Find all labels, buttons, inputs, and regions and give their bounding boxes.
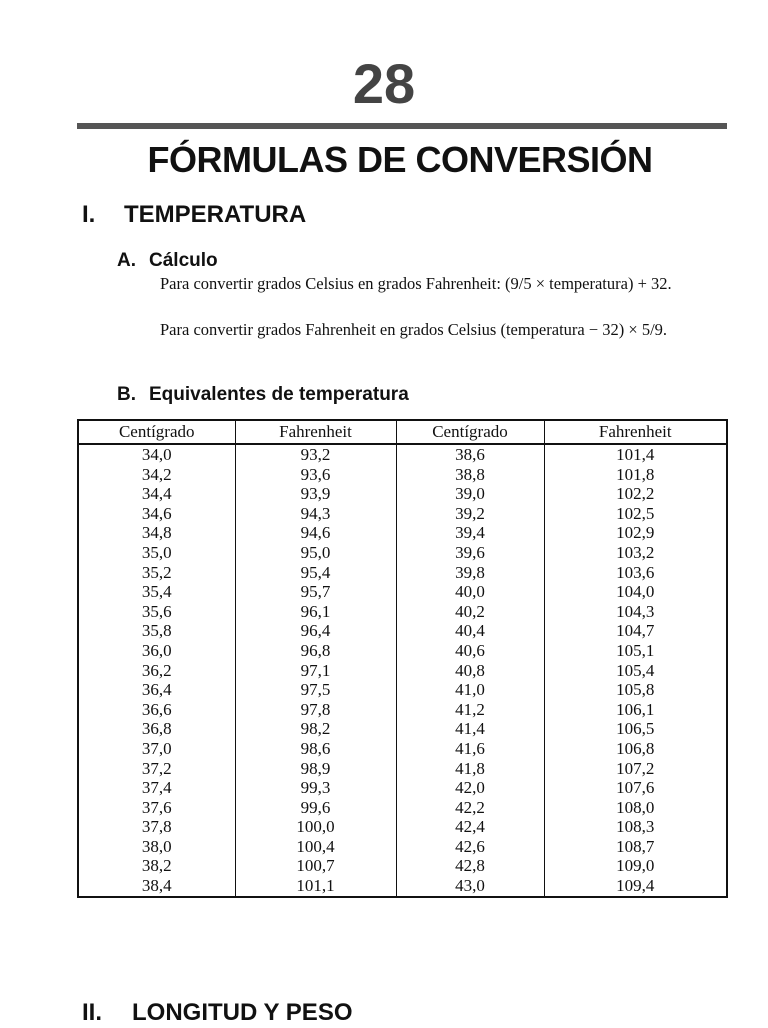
table-cell: 40,4	[396, 621, 544, 641]
temperature-equivalents-table	[77, 419, 728, 898]
chapter-title: FÓRMULAS DE CONVERSIÓN	[147, 139, 653, 180]
table-cell: 102,2	[544, 484, 727, 504]
table-cell: 36,6	[141, 699, 172, 719]
table-cell: 109,0	[544, 856, 727, 876]
table-cell: 95,7	[235, 582, 396, 602]
table-cell: 101,4	[544, 444, 727, 465]
table-row	[78, 661, 727, 681]
table-row	[78, 739, 727, 759]
celsius-to-fahrenheit-formula: Para convertir grados Celsius en grados Fahrenheit: (9/5 × temperatura) + 32.	[160, 274, 672, 293]
table-cell: 94,6	[235, 523, 396, 543]
table-cell: 41,6	[396, 739, 544, 759]
table-cell: 103,2	[544, 543, 727, 563]
table-row	[78, 700, 727, 720]
table-row	[78, 523, 727, 543]
table-body	[78, 444, 727, 897]
table-cell: 105,1	[544, 641, 727, 661]
table-cell: 37,0	[141, 738, 172, 758]
table-cell: 35,6	[141, 601, 172, 621]
table-cell: 34,8	[141, 523, 172, 543]
chapter-rule	[77, 123, 727, 129]
table-row	[78, 837, 727, 857]
section-title: LONGITUD Y PESO	[132, 999, 353, 1026]
table-cell: 106,5	[544, 719, 727, 739]
table-cell: 96,1	[235, 602, 396, 622]
table-cell: 108,7	[544, 837, 727, 857]
column-header-fahrenheit: Fahrenheit	[544, 420, 727, 444]
table-cell: 98,2	[235, 719, 396, 739]
table-cell: 36,2	[141, 660, 172, 680]
table-row	[78, 856, 727, 876]
table-cell: 101,1	[235, 876, 396, 897]
subsection-calculo-heading	[117, 249, 218, 273]
table-cell: 93,6	[235, 465, 396, 485]
table-cell: 97,5	[235, 680, 396, 700]
table-cell: 37,4	[141, 778, 172, 798]
table-cell: 42,4	[396, 817, 544, 837]
subsection-title: Equivalentes de temperatura	[149, 384, 409, 405]
table-row	[78, 582, 727, 602]
table-cell: 35,4	[141, 582, 172, 602]
table-cell: 38,0	[141, 836, 172, 856]
table-cell: 99,6	[235, 798, 396, 818]
table-cell: 37,2	[141, 758, 172, 778]
table-row	[78, 719, 727, 739]
table-cell: 96,8	[235, 641, 396, 661]
table-row	[78, 798, 727, 818]
table-cell: 104,0	[544, 582, 727, 602]
table-cell: 35,8	[141, 621, 172, 641]
table-cell: 39,8	[396, 563, 544, 583]
table-cell: 93,9	[235, 484, 396, 504]
table-row	[78, 563, 727, 583]
fahrenheit-to-celsius-formula: Para convertir grados Fahrenheit en grados Celsius (temperatura − 32) × 5/9.	[160, 320, 668, 339]
table-cell: 101,8	[544, 465, 727, 485]
table-cell: 42,0	[396, 778, 544, 798]
table-row	[78, 680, 727, 700]
table-cell: 106,8	[544, 739, 727, 759]
table-row	[78, 543, 727, 563]
table-cell: 36,0	[141, 640, 172, 660]
table-header-row	[78, 420, 727, 444]
table-cell: 42,6	[396, 837, 544, 857]
table-cell: 94,3	[235, 504, 396, 524]
table-cell: 95,0	[235, 543, 396, 563]
table-cell: 42,8	[396, 856, 544, 876]
table-cell: 108,3	[544, 817, 727, 837]
table-cell: 97,1	[235, 661, 396, 681]
table-cell: 102,5	[544, 504, 727, 524]
column-header-centigrado: Centígrado	[396, 420, 544, 444]
table-row	[78, 484, 727, 504]
table-cell: 96,4	[235, 621, 396, 641]
table-row	[78, 876, 727, 897]
table-cell: 97,8	[235, 700, 396, 720]
table-cell: 41,4	[396, 719, 544, 739]
table-cell: 39,4	[396, 523, 544, 543]
table-cell: 93,2	[235, 444, 396, 465]
table-cell: 38,4	[78, 876, 235, 897]
table-cell: 100,4	[235, 837, 396, 857]
table-cell: 41,0	[396, 680, 544, 700]
table-cell: 35,2	[141, 562, 172, 582]
table-cell: 109,4	[544, 876, 727, 897]
table-cell: 108,0	[544, 798, 727, 818]
subsection-letter: B.	[117, 384, 136, 405]
table-cell: 103,6	[544, 563, 727, 583]
table-cell: 39,2	[396, 504, 544, 524]
table-cell: 40,0	[396, 582, 544, 602]
table-cell: 104,7	[544, 621, 727, 641]
table-cell: 99,3	[235, 778, 396, 798]
table-cell: 39,0	[396, 484, 544, 504]
section-number: II.	[82, 999, 103, 1026]
table-cell: 37,6	[141, 797, 172, 817]
table-cell: 37,8	[141, 817, 172, 837]
table-cell: 43,0	[396, 876, 544, 897]
subsection-equivalentes-heading	[117, 383, 409, 407]
table-cell: 104,3	[544, 602, 727, 622]
table-cell: 34,6	[141, 503, 172, 523]
table-cell: 34,2	[141, 464, 172, 484]
table-cell: 41,2	[396, 700, 544, 720]
chapter-number: 28	[352, 52, 416, 115]
table-cell: 36,4	[141, 680, 172, 700]
table-cell: 102,9	[544, 523, 727, 543]
table-row	[78, 621, 727, 641]
table-cell: 105,4	[544, 661, 727, 681]
table-cell: 34,4	[141, 484, 172, 504]
table-cell: 107,6	[544, 778, 727, 798]
table-cell: 105,8	[544, 680, 727, 700]
table-row	[78, 778, 727, 798]
table-cell: 42,2	[396, 798, 544, 818]
table-cell: 98,9	[235, 759, 396, 779]
subsection-title: Cálculo	[149, 250, 218, 271]
table-cell: 100,7	[235, 856, 396, 876]
table-row	[78, 602, 727, 622]
subsection-letter: A.	[117, 250, 136, 271]
table-cell: 40,2	[396, 602, 544, 622]
table-cell: 38,2	[141, 856, 172, 876]
table-cell: 40,6	[396, 641, 544, 661]
table-cell: 107,2	[544, 759, 727, 779]
table-row	[78, 444, 727, 465]
table-row	[78, 504, 727, 524]
table-cell: 100,0	[235, 817, 396, 837]
table-row	[78, 641, 727, 661]
column-header-centigrado: Centígrado	[78, 420, 235, 444]
section-temperatura-heading	[82, 200, 306, 230]
table-cell: 95,4	[235, 563, 396, 583]
section-number: I.	[82, 201, 96, 228]
column-header-fahrenheit: Fahrenheit	[235, 420, 396, 444]
table-row	[78, 465, 727, 485]
table-cell: 98,6	[235, 739, 396, 759]
table-cell: 40,8	[396, 661, 544, 681]
section-title: TEMPERATURA	[124, 201, 307, 228]
table-cell: 39,6	[396, 543, 544, 563]
table-cell: 35,0	[141, 542, 172, 562]
table-cell: 38,8	[396, 465, 544, 485]
table-cell: 106,1	[544, 700, 727, 720]
table-cell: 34,0	[141, 445, 172, 464]
table-cell: 41,8	[396, 759, 544, 779]
table-row	[78, 817, 727, 837]
table-row	[78, 759, 727, 779]
table-cell: 38,6	[396, 444, 544, 465]
table-cell: 36,8	[141, 719, 172, 739]
